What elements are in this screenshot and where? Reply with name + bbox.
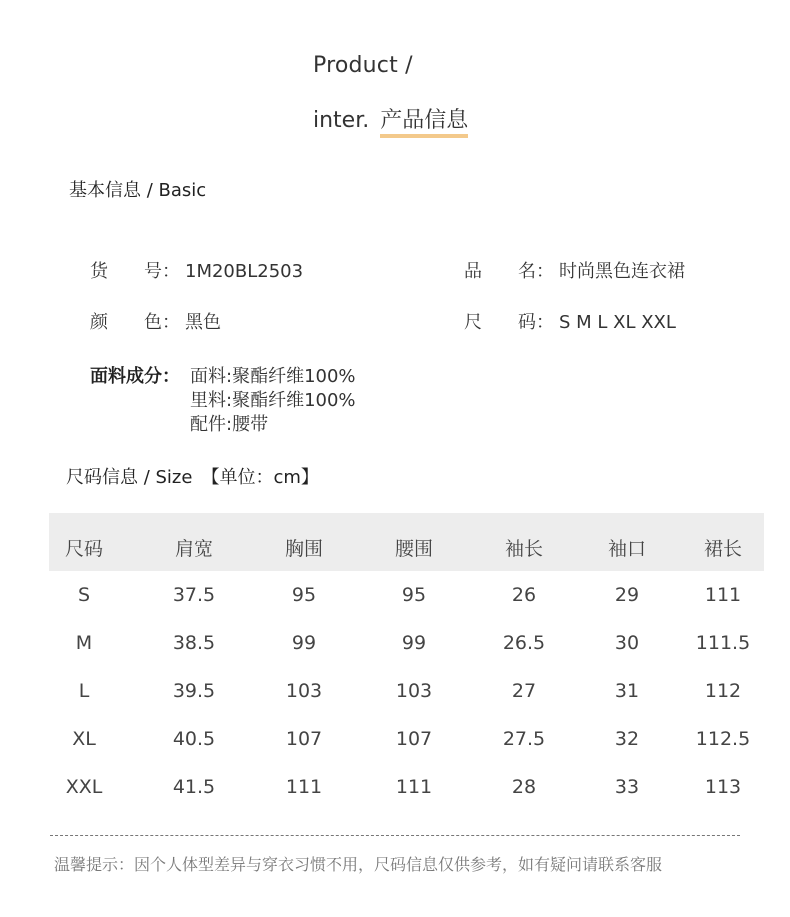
column-header-size: 尺码: [64, 538, 103, 560]
table-cell: 27: [511, 680, 537, 702]
column-header-dress-length: 裙长: [703, 538, 742, 560]
title-accent-underline: [380, 134, 468, 138]
table-cell: 32: [614, 728, 640, 750]
size-row: [464, 308, 676, 334]
size-label: 尺 码：: [464, 312, 554, 333]
table-cell: 95: [401, 584, 427, 606]
table-cell: 41.5: [172, 776, 216, 798]
item-number-row: [90, 257, 303, 283]
table-cell: 26: [511, 584, 537, 606]
table-cell: S: [77, 584, 91, 606]
table-cell: 99: [291, 632, 317, 654]
fabric-composition: [90, 365, 356, 437]
product-name-label: 品 名：: [464, 261, 554, 282]
size-info-heading: 尺码信息 / Size 【单位：cm】: [66, 467, 319, 488]
size-value: S M L XL XXL: [559, 312, 676, 333]
fabric-lines: [190, 365, 356, 437]
table-cell: 37.5: [172, 584, 216, 606]
table-cell: 40.5: [172, 728, 216, 750]
product-name-value: 时尚黑色连衣裙: [559, 261, 685, 282]
table-cell: XL: [72, 728, 96, 750]
table-cell: 30: [614, 632, 640, 654]
table-cell: 112.5: [695, 728, 751, 750]
table-cell: 111: [285, 776, 323, 798]
fabric-line-accessory: 配件:腰带: [190, 414, 269, 435]
table-cell: 99: [401, 632, 427, 654]
fabric-line-outer: 面料:聚酯纤维100%: [190, 366, 356, 387]
size-note: 温馨提示：因个人体型差异与穿衣习惯不用，尺码信息仅供参考，如有疑问请联系客服: [54, 855, 663, 874]
table-cell: 39.5: [172, 680, 216, 702]
table-cell: 26.5: [502, 632, 546, 654]
color-value: 黑色: [185, 312, 221, 333]
table-cell: 111: [395, 776, 433, 798]
table-cell: 95: [291, 584, 317, 606]
title-cn-wrapper: [380, 103, 468, 134]
table-cell: XXL: [65, 776, 103, 798]
item-number-label: 货 号：: [90, 261, 180, 282]
table-cell: 33: [614, 776, 640, 798]
table-cell: 103: [285, 680, 323, 702]
table-cell: M: [75, 632, 93, 654]
title-line-1: Product /: [313, 53, 413, 78]
table-cell: 103: [395, 680, 433, 702]
basic-info-heading: 基本信息 / Basic: [69, 180, 207, 201]
table-cell: 111: [704, 584, 742, 606]
table-cell: 113: [704, 776, 742, 798]
table-cell: 29: [614, 584, 640, 606]
color-row: [90, 308, 221, 334]
fabric-label: 面料成分：: [90, 366, 180, 387]
dashed-divider: [50, 835, 740, 836]
column-header-bust: 胸围: [284, 538, 323, 560]
table-cell: 28: [511, 776, 537, 798]
table-cell: 107: [395, 728, 433, 750]
color-label: 颜 色：: [90, 312, 180, 333]
table-cell: 112: [704, 680, 742, 702]
table-cell: 27.5: [502, 728, 546, 750]
table-cell: 38.5: [172, 632, 216, 654]
column-header-shoulder: 肩宽: [174, 538, 213, 560]
title-en: inter.: [313, 108, 370, 133]
table-cell: 107: [285, 728, 323, 750]
column-header-sleeve-length: 袖长: [504, 538, 543, 560]
item-number-value: 1M20BL2503: [185, 261, 304, 282]
column-header-cuff: 袖口: [607, 538, 646, 560]
title-cn: 产品信息: [380, 108, 469, 133]
table-cell: L: [78, 680, 90, 702]
table-cell: 31: [614, 680, 640, 702]
table-cell: 111.5: [695, 632, 751, 654]
column-header-waist: 腰围: [394, 538, 433, 560]
product-name-row: [464, 257, 685, 283]
fabric-line-lining: 里料:聚酯纤维100%: [190, 390, 356, 411]
title-line-2: [313, 103, 468, 134]
